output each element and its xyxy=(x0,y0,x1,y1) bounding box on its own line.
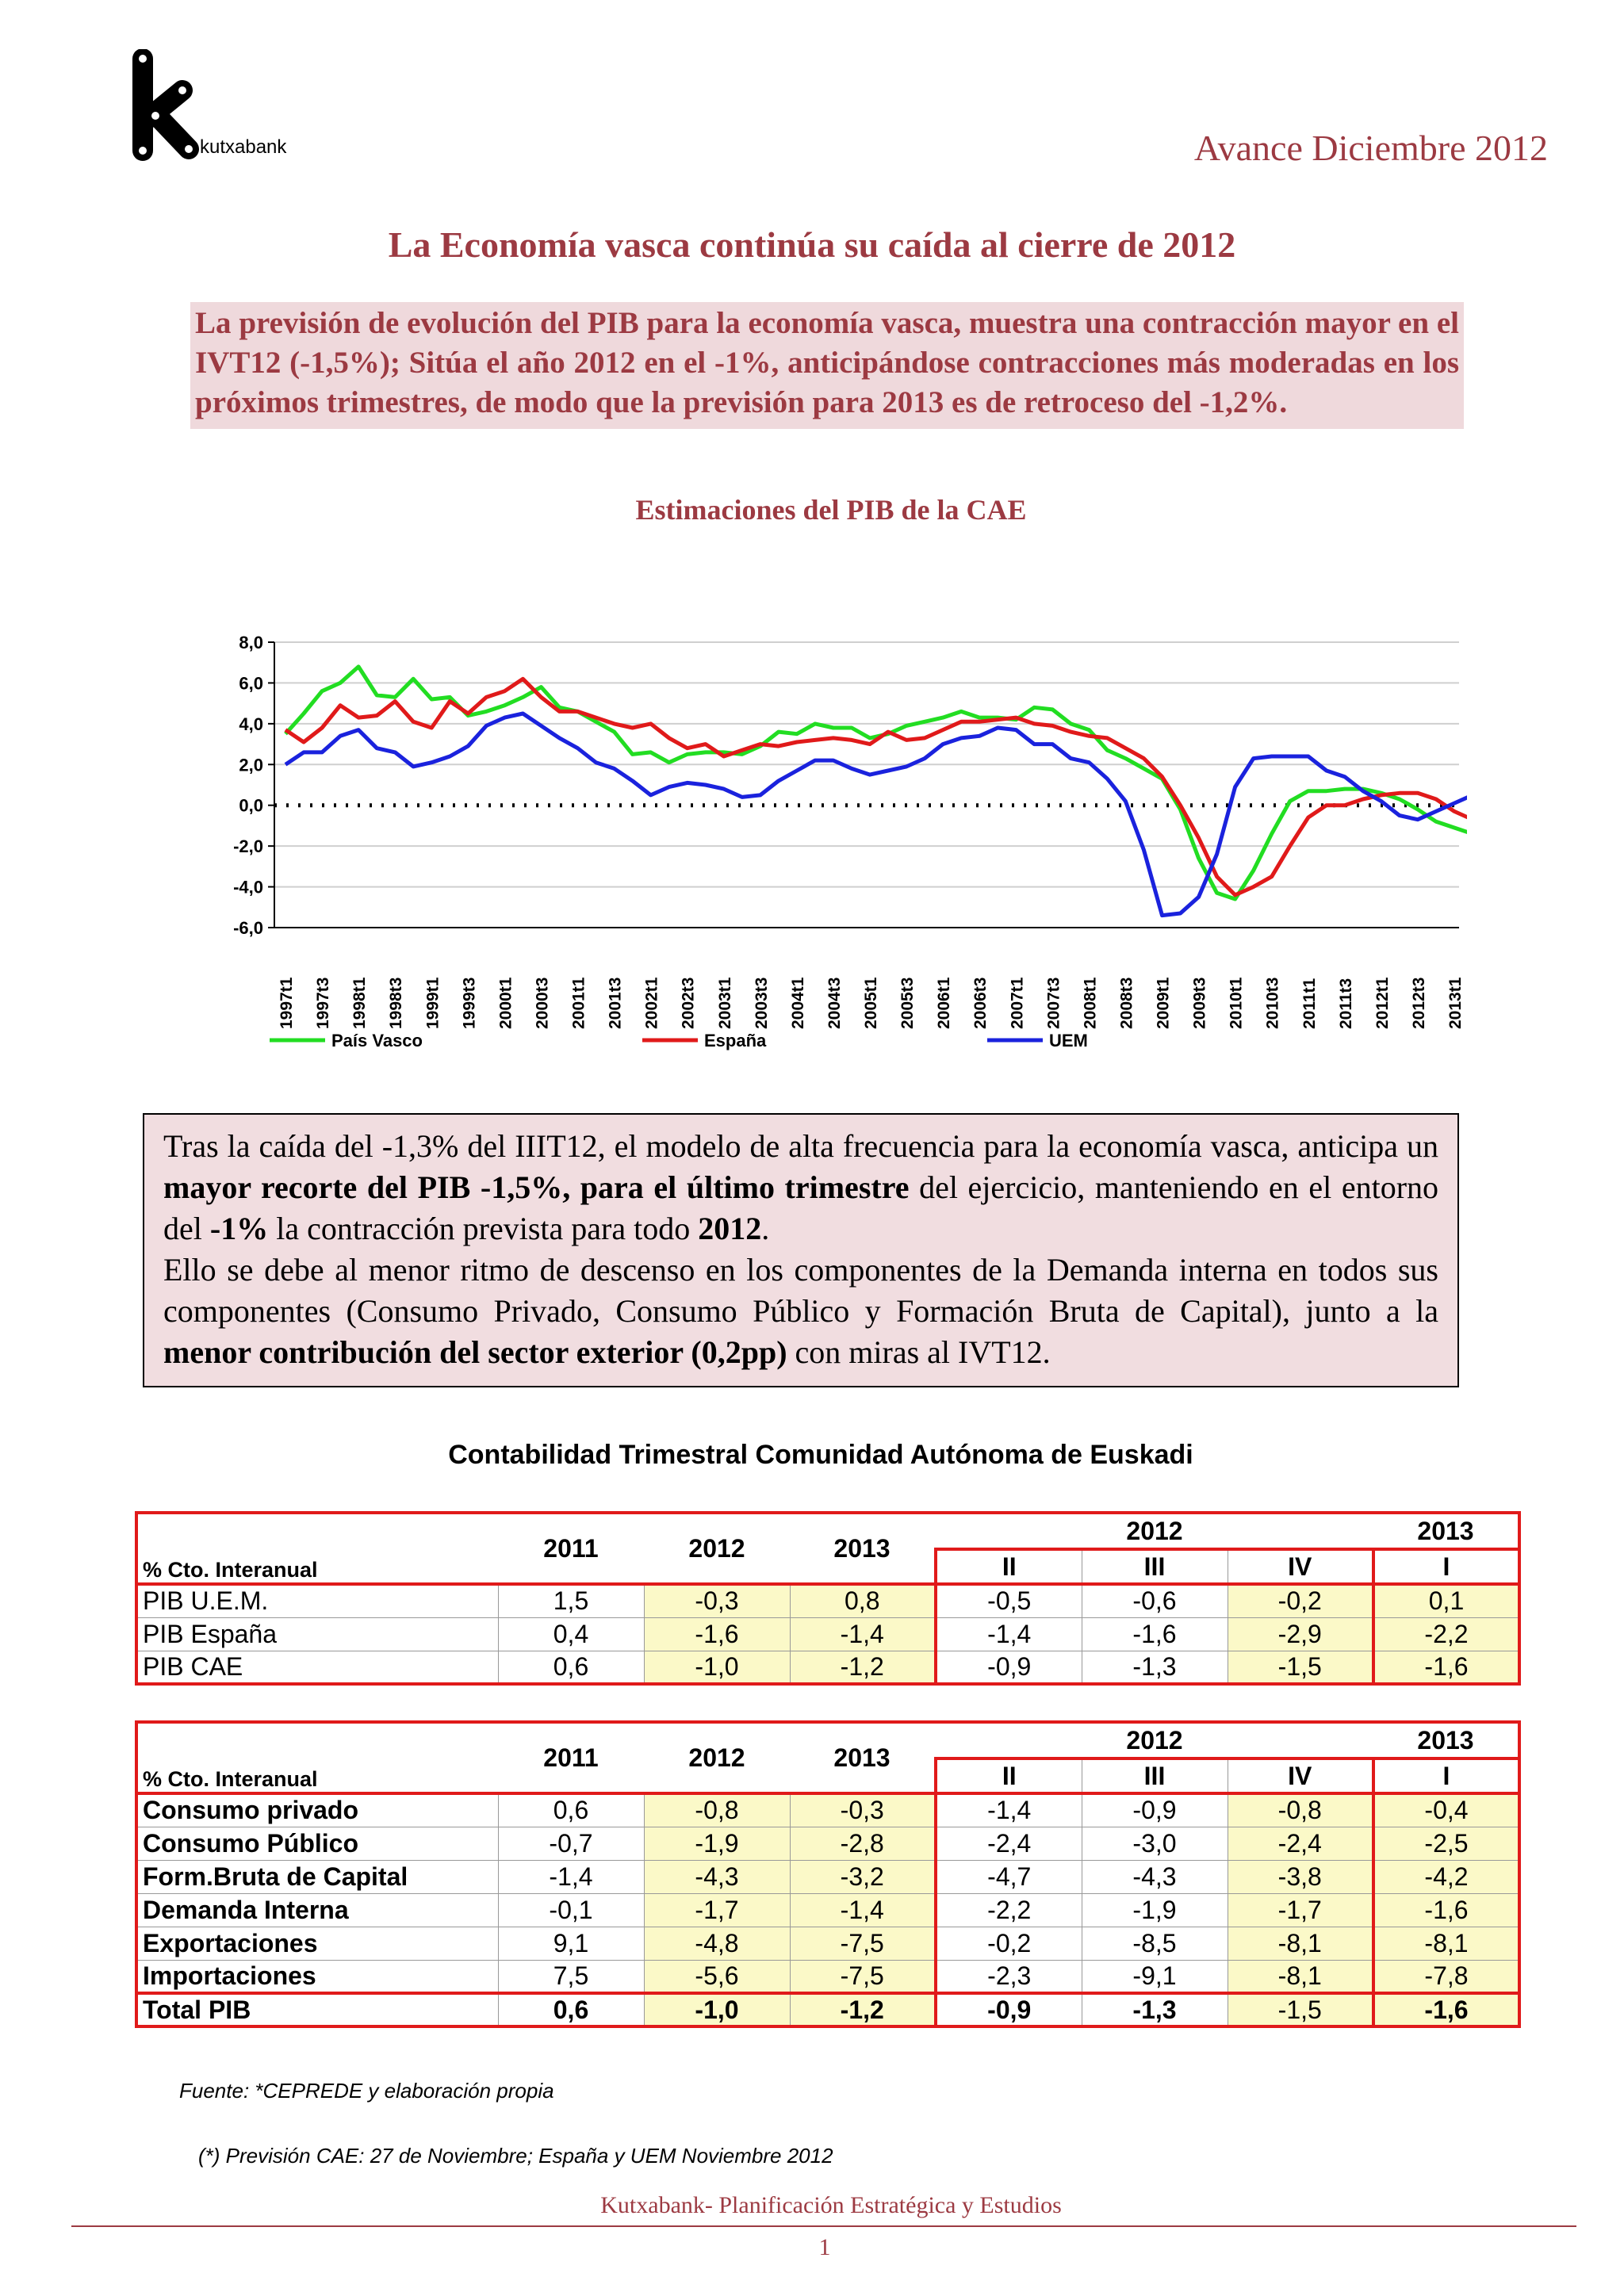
x-tick-label: 2001t3 xyxy=(606,977,625,1029)
edition-label: Avance Diciembre 2012 xyxy=(1193,128,1548,168)
row-label-header: % Cto. Interanual xyxy=(143,1558,318,1582)
x-tick-label: 2008t1 xyxy=(1081,977,1100,1029)
table-cell: -4,3 xyxy=(1082,1860,1228,1893)
footer-text: Kutxabank- Planificación Estratégica y Estudios xyxy=(600,2192,1062,2218)
table-cell: -1,6 xyxy=(1082,1617,1228,1651)
row-label: Demanda Interna xyxy=(136,1893,498,1927)
table-cell: -1,6 xyxy=(1373,1893,1519,1927)
table-cell: -0,9 xyxy=(936,1993,1082,2026)
forecast-note: (*) Previsión CAE: 27 de Noviembre; España y UEM Noviembre 2012 xyxy=(198,2144,833,2168)
table-cell: -1,6 xyxy=(644,1617,790,1651)
table-cell: -1,4 xyxy=(936,1617,1082,1651)
series-line xyxy=(285,714,1467,916)
table-cell: -8,5 xyxy=(1082,1927,1228,1960)
x-tick-label: 2010t3 xyxy=(1263,977,1282,1029)
table-cell: -7,5 xyxy=(790,1960,936,1993)
x-tick-label: 2012t3 xyxy=(1409,977,1428,1029)
y-tick-label: 2,0 xyxy=(239,755,263,775)
x-tick-label: 2004t3 xyxy=(825,977,844,1029)
x-tick-label: 1998t3 xyxy=(387,977,406,1029)
commentary-p1-segment: del ejercicio, manteniendo en el entorno del xyxy=(163,1169,1439,1246)
table-cell: -3,2 xyxy=(790,1860,936,1893)
table-cell: 0,6 xyxy=(498,1993,644,2026)
y-tick-label: -6,0 xyxy=(233,918,263,938)
table-cell: -3,0 xyxy=(1082,1827,1228,1860)
commentary-p1-segment: Tras la caída del -1,3% del IIIT12, el modelo de alta frecuencia para la economía vasca, anticipa un xyxy=(163,1128,1438,1164)
source-note: Fuente: *CEPREDE y elaboración propia xyxy=(179,2079,554,2103)
footer-divider xyxy=(71,2225,1576,2227)
row-label-header: % Cto. Interanual xyxy=(143,1767,318,1791)
x-tick-label: 2009t3 xyxy=(1190,977,1209,1029)
x-tick-label: 2004t1 xyxy=(788,977,807,1029)
table-cell: -4,8 xyxy=(644,1927,790,1960)
x-tick-label: 2007t1 xyxy=(1008,977,1027,1029)
table-cell: -1,4 xyxy=(790,1893,936,1927)
table-cell: -0,8 xyxy=(1228,1793,1373,1827)
quarter-header: I xyxy=(1373,1549,1519,1584)
y-tick-label: -4,0 xyxy=(233,877,263,897)
table-cell: -2,4 xyxy=(936,1827,1082,1860)
table-cell: -2,3 xyxy=(936,1960,1082,1993)
commentary-p1-segment: mayor recorte del PIB -1,5%, para el último trimestre xyxy=(163,1169,910,1205)
table-cell: -8,1 xyxy=(1373,1927,1519,1960)
legend-label: País Vasco xyxy=(331,1031,423,1050)
table-cell: -4,7 xyxy=(936,1860,1082,1893)
x-tick-label: 2011t1 xyxy=(1300,978,1319,1029)
table-cell: -1,5 xyxy=(1228,1993,1373,2026)
year-header: 2013 xyxy=(833,1533,891,1563)
commentary-p1-segment: . xyxy=(761,1211,770,1246)
x-tick-label: 2002t3 xyxy=(679,977,698,1029)
row-label: Form.Bruta de Capital xyxy=(136,1860,498,1893)
table-cell: -1,3 xyxy=(1082,1651,1228,1684)
row-label: PIB U.E.M. xyxy=(136,1584,498,1617)
y-tick-label: -2,0 xyxy=(233,836,263,857)
commentary-p2-segment: menor contribución del sector exterior (0,2pp) xyxy=(163,1334,787,1370)
commentary-p2-segment: con miras al IVT12. xyxy=(787,1334,1051,1370)
table-cell: -0,5 xyxy=(936,1584,1082,1617)
series-line xyxy=(285,667,1467,899)
table-cell: -1,4 xyxy=(936,1793,1082,1827)
x-tick-label: 2006t3 xyxy=(971,977,990,1029)
table-cell: -1,7 xyxy=(1228,1893,1373,1927)
table-cell: 1,5 xyxy=(498,1584,644,1617)
table-row xyxy=(136,1651,1519,1684)
legend-label: España xyxy=(704,1031,767,1050)
quarter-header: II xyxy=(936,1549,1082,1584)
x-tick-label: 1998t1 xyxy=(350,977,370,1029)
table-cell: -1,4 xyxy=(790,1617,936,1651)
quarter-group-header: 2013 xyxy=(1417,1725,1474,1755)
y-tick-label: 0,0 xyxy=(239,795,263,816)
table-cell: -4,3 xyxy=(644,1860,790,1893)
table-cell: -1,2 xyxy=(790,1651,936,1684)
x-tick-label: 1999t1 xyxy=(423,977,442,1029)
x-tick-label: 2003t1 xyxy=(715,977,734,1029)
total-row xyxy=(136,1993,1519,2026)
table-cell: -0,3 xyxy=(644,1584,790,1617)
row-label: PIB España xyxy=(136,1617,498,1651)
demand-components-table xyxy=(135,1720,1521,2028)
year-header: 2012 xyxy=(688,1743,745,1772)
commentary-p2-segment: Ello se debe al menor ritmo de descenso en los componentes de la Demanda interna en todos sus componentes (Consumo Privado, Consumo Público y Formación Bruta de Capital), junto a la xyxy=(163,1252,1438,1329)
table-row xyxy=(136,1927,1519,1960)
table-cell: -0,3 xyxy=(790,1793,936,1827)
x-tick-label: 2002t1 xyxy=(642,977,661,1029)
table-cell: -1,7 xyxy=(644,1893,790,1927)
table-cell: -4,2 xyxy=(1373,1860,1519,1893)
x-tick-label: 2010t1 xyxy=(1227,977,1246,1029)
table-cell: 9,1 xyxy=(498,1927,644,1960)
table-cell: -1,4 xyxy=(498,1860,644,1893)
gdp-comparison-table xyxy=(135,1511,1521,1686)
x-tick-label: 2006t1 xyxy=(935,977,954,1029)
legend-label: UEM xyxy=(1049,1031,1088,1050)
row-label: Total PIB xyxy=(136,1993,498,2026)
table-cell: -0,2 xyxy=(936,1927,1082,1960)
table-cell: -2,2 xyxy=(1373,1617,1519,1651)
table-cell: -2,9 xyxy=(1228,1617,1373,1651)
commentary-paragraph-2 xyxy=(163,1249,1438,1373)
table-cell: -8,1 xyxy=(1228,1960,1373,1993)
x-tick-label: 2013t1 xyxy=(1446,977,1465,1029)
row-label: Importaciones xyxy=(136,1960,498,1993)
y-tick-label: 4,0 xyxy=(239,714,263,734)
table-cell: 0,8 xyxy=(790,1584,936,1617)
x-tick-label: 1999t3 xyxy=(460,977,479,1029)
table-cell: 7,5 xyxy=(498,1960,644,1993)
table-cell: -1,3 xyxy=(1082,1993,1228,2026)
x-tick-label: 2007t3 xyxy=(1044,977,1063,1029)
x-tick-label: 2000t1 xyxy=(496,977,515,1029)
brand-name: kutxabank xyxy=(200,136,287,158)
table-cell: -1,5 xyxy=(1228,1651,1373,1684)
row-label: PIB CAE xyxy=(136,1651,498,1684)
y-tick-label: 6,0 xyxy=(239,673,263,694)
commentary-paragraph-1 xyxy=(163,1126,1438,1249)
row-label: Consumo privado xyxy=(136,1793,498,1827)
table-cell: -0,7 xyxy=(498,1827,644,1860)
y-tick-label: 8,0 xyxy=(239,633,263,652)
table-cell: -1,6 xyxy=(1373,1993,1519,2026)
x-tick-label: 2000t3 xyxy=(533,977,552,1029)
gdp-line-chart xyxy=(214,618,1467,1062)
table-cell: -3,8 xyxy=(1228,1860,1373,1893)
summary-highlight: La previsión de evolución del PIB para la economía vasca, muestra una contracción mayor en el IVT12 (-1,5%); Sitúa el año 2012 en el -1%, anticipándose contracciones más moderadas en los próximos trimestres, de modo que la previsión para 2013 es de retroceso del -1,2%. xyxy=(190,302,1464,429)
table-cell: -1,0 xyxy=(644,1651,790,1684)
table-cell: 0,6 xyxy=(498,1651,644,1684)
table-row xyxy=(136,1860,1519,1893)
table-cell: 0,4 xyxy=(498,1617,644,1651)
table-cell: -7,8 xyxy=(1373,1960,1519,1993)
table-cell: -2,2 xyxy=(936,1893,1082,1927)
table-cell: -7,5 xyxy=(790,1927,936,1960)
x-tick-label: 1997t1 xyxy=(278,977,296,1029)
table-row xyxy=(136,1893,1519,1927)
table-cell: -2,5 xyxy=(1373,1827,1519,1860)
year-header: 2011 xyxy=(543,1533,599,1563)
table-row xyxy=(136,1827,1519,1860)
table-cell: -1,2 xyxy=(790,1993,936,2026)
commentary-p1-segment: 2012 xyxy=(698,1211,762,1246)
table-cell: -8,1 xyxy=(1228,1927,1373,1960)
row-label: Exportaciones xyxy=(136,1927,498,1960)
table-cell: 0,6 xyxy=(498,1793,644,1827)
quarter-header: II xyxy=(936,1758,1082,1793)
quarter-group-header: 2012 xyxy=(1126,1516,1183,1545)
table-cell: -2,8 xyxy=(790,1827,936,1860)
x-tick-label: 2011t3 xyxy=(1336,978,1355,1029)
table-cell: -0,9 xyxy=(1082,1793,1228,1827)
quarter-header: IV xyxy=(1228,1758,1373,1793)
table-cell: -1,9 xyxy=(1082,1893,1228,1927)
quarter-group-header: 2013 xyxy=(1417,1516,1474,1545)
quarter-header: IV xyxy=(1228,1549,1373,1584)
table-row xyxy=(136,1793,1519,1827)
quarter-header: I xyxy=(1373,1758,1519,1793)
quarter-header: III xyxy=(1082,1549,1228,1584)
table-cell: -1,0 xyxy=(644,1993,790,2026)
table-cell: -5,6 xyxy=(644,1960,790,1993)
page-title: La Economía vasca continúa su caída al cierre de 2012 xyxy=(388,224,1236,265)
x-tick-label: 1997t3 xyxy=(314,977,333,1029)
chart-title: Estimaciones del PIB de la CAE xyxy=(635,494,1027,526)
table-cell: -0,8 xyxy=(644,1793,790,1827)
x-tick-label: 2001t1 xyxy=(569,977,588,1029)
series-line xyxy=(285,679,1467,895)
row-label: Consumo Público xyxy=(136,1827,498,1860)
table-title: Contabilidad Trimestral Comunidad Autónoma de Euskadi xyxy=(448,1440,1193,1470)
commentary-box xyxy=(143,1113,1459,1387)
table-cell: -0,2 xyxy=(1228,1584,1373,1617)
x-tick-label: 2009t1 xyxy=(1154,977,1173,1029)
x-tick-label: 2003t3 xyxy=(752,977,771,1029)
x-tick-label: 2005t1 xyxy=(862,977,880,1029)
table-cell: -1,9 xyxy=(644,1827,790,1860)
table-row xyxy=(136,1960,1519,1993)
table-cell: -0,1 xyxy=(498,1893,644,1927)
table-cell: -0,4 xyxy=(1373,1793,1519,1827)
year-header: 2011 xyxy=(543,1743,599,1772)
table-cell: 0,1 xyxy=(1373,1584,1519,1617)
quarter-header: III xyxy=(1082,1758,1228,1793)
table-cell: -1,6 xyxy=(1373,1651,1519,1684)
x-tick-label: 2005t3 xyxy=(898,977,917,1029)
table-cell: -0,9 xyxy=(936,1651,1082,1684)
page-number: 1 xyxy=(818,2234,831,2260)
commentary-p1-segment: -1% xyxy=(209,1211,269,1246)
quarter-group-header: 2012 xyxy=(1126,1725,1183,1755)
table-row xyxy=(136,1617,1519,1651)
year-header: 2012 xyxy=(688,1533,745,1563)
year-header: 2013 xyxy=(833,1743,891,1772)
x-tick-label: 2012t1 xyxy=(1373,977,1392,1029)
table-row xyxy=(136,1584,1519,1617)
commentary-p1-segment: la contracción prevista para todo xyxy=(268,1211,699,1246)
table-cell: -9,1 xyxy=(1082,1960,1228,1993)
table-cell: -0,6 xyxy=(1082,1584,1228,1617)
table-cell: -2,4 xyxy=(1228,1827,1373,1860)
x-tick-label: 2008t3 xyxy=(1117,977,1136,1029)
